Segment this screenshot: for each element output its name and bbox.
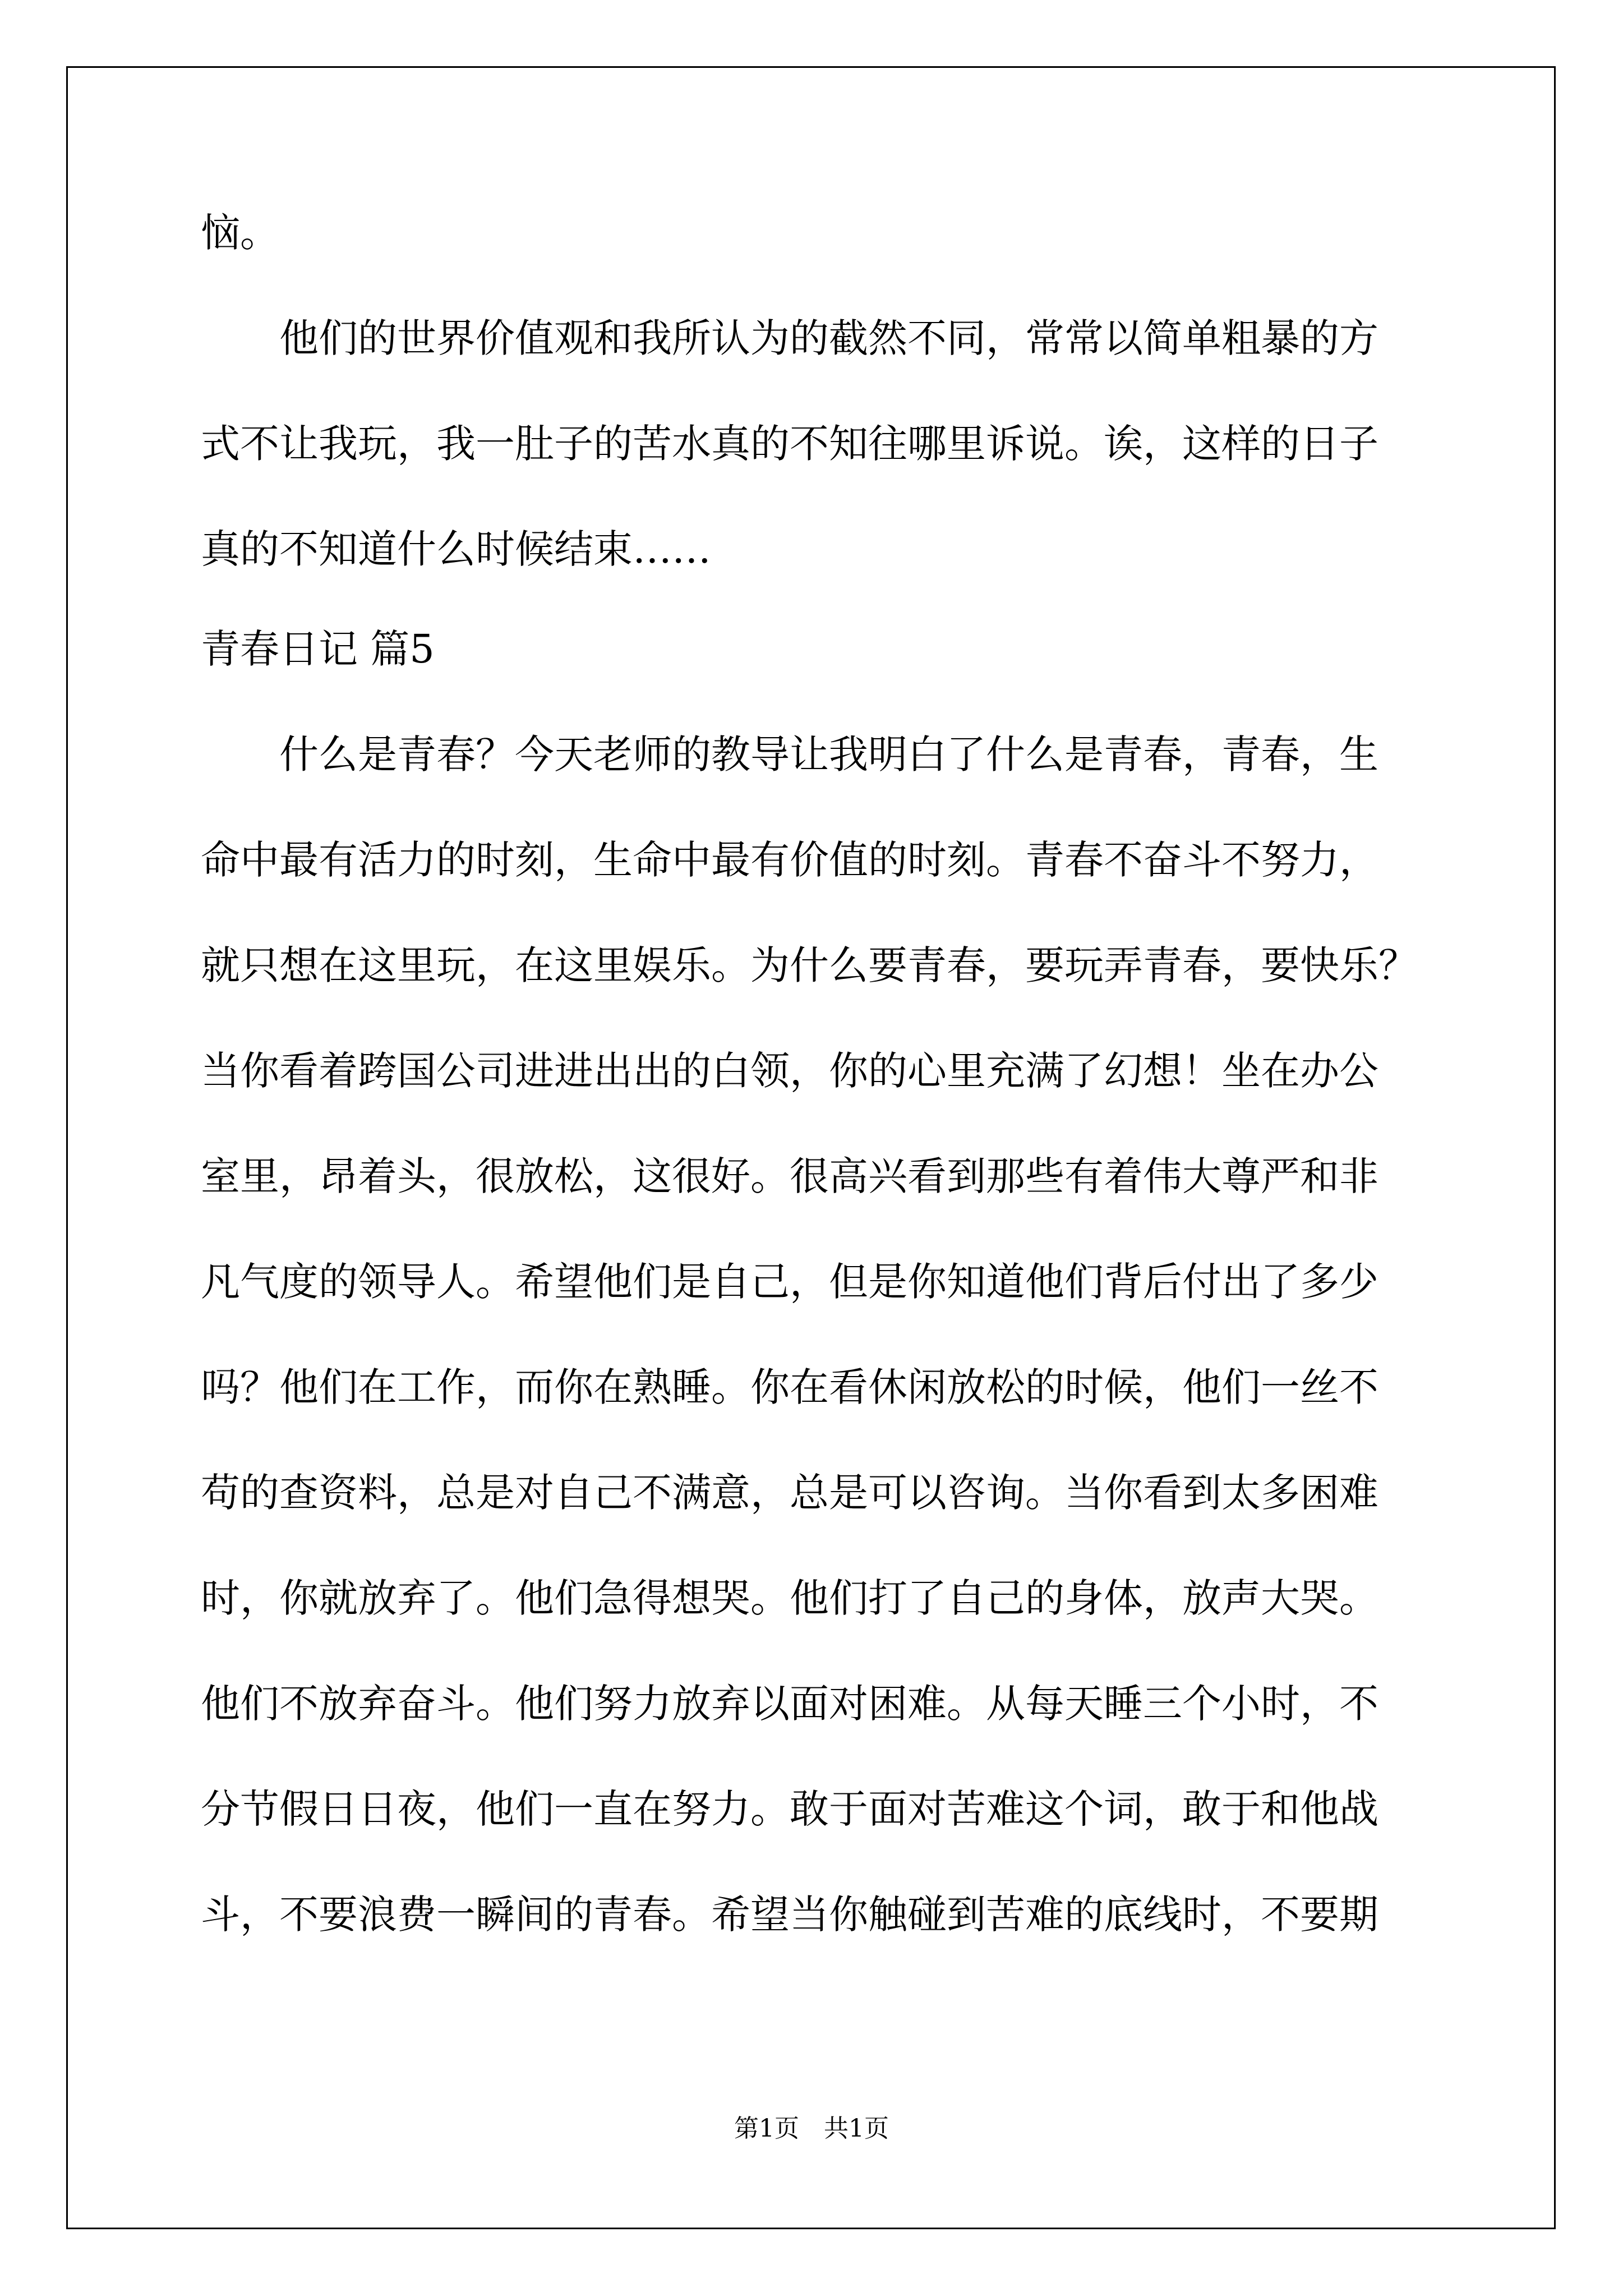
page-footer: 第1页 共1页 <box>734 2114 889 2143</box>
text-line: 吗？他们在工作，而你在熟睡。你在看休闲放松的时候，他们一丝不 <box>201 1364 1378 1410</box>
text-line: 他们不放弃奋斗。他们努力放弃以面对困难。从每天睡三个小时，不 <box>201 1681 1378 1727</box>
text-line: 斗，不要浪费一瞬间的青春。希望当你触碰到苦难的底线时，不要期 <box>201 1892 1378 1938</box>
text-line: 命中最有活力的时刻，生命中最有价值的时刻。青春不奋斗不努力， <box>201 837 1378 883</box>
text-line: 当你看着跨国公司进进出出的白领，你的心里充满了幻想！坐在办公 <box>201 1048 1378 1094</box>
text-line: 分节假日日夜，他们一直在努力。敢于面对苦难这个词，敢于和他战 <box>201 1786 1378 1832</box>
section-heading: 青春日记 篇5 <box>201 626 435 672</box>
paragraph-first-line: 什么是青春？今天老师的教导让我明白了什么是青春，青春，生 <box>279 731 1378 777</box>
text-line: 真的不知道什么时候结束…… <box>201 526 711 572</box>
text-line: 时，你就放弃了。他们急得想哭。他们打了自己的身体，放声大哭。 <box>201 1575 1378 1621</box>
text-line: 就只想在这里玩，在这里娱乐。为什么要青春，要玩弄青春，要快乐？ <box>201 942 1418 988</box>
text-line: 苟的查资料，总是对自己不满意，总是可以咨询。当你看到太多困难 <box>201 1470 1378 1516</box>
text-line: 凡气度的领导人。希望他们是自己，但是你知道他们背后付出了多少 <box>201 1259 1378 1305</box>
paragraph-first-line: 他们的世界价值观和我所认为的截然不同，常常以简单粗暴的方 <box>279 315 1378 361</box>
text-line: 室里，昂着头，很放松，这很好。很高兴看到那些有着伟大尊严和非 <box>201 1153 1378 1199</box>
text-line: 恼。 <box>201 210 279 256</box>
text-line: 式不让我玩，我一肚子的苦水真的不知往哪里诉说。诶，这样的日子 <box>201 421 1378 467</box>
